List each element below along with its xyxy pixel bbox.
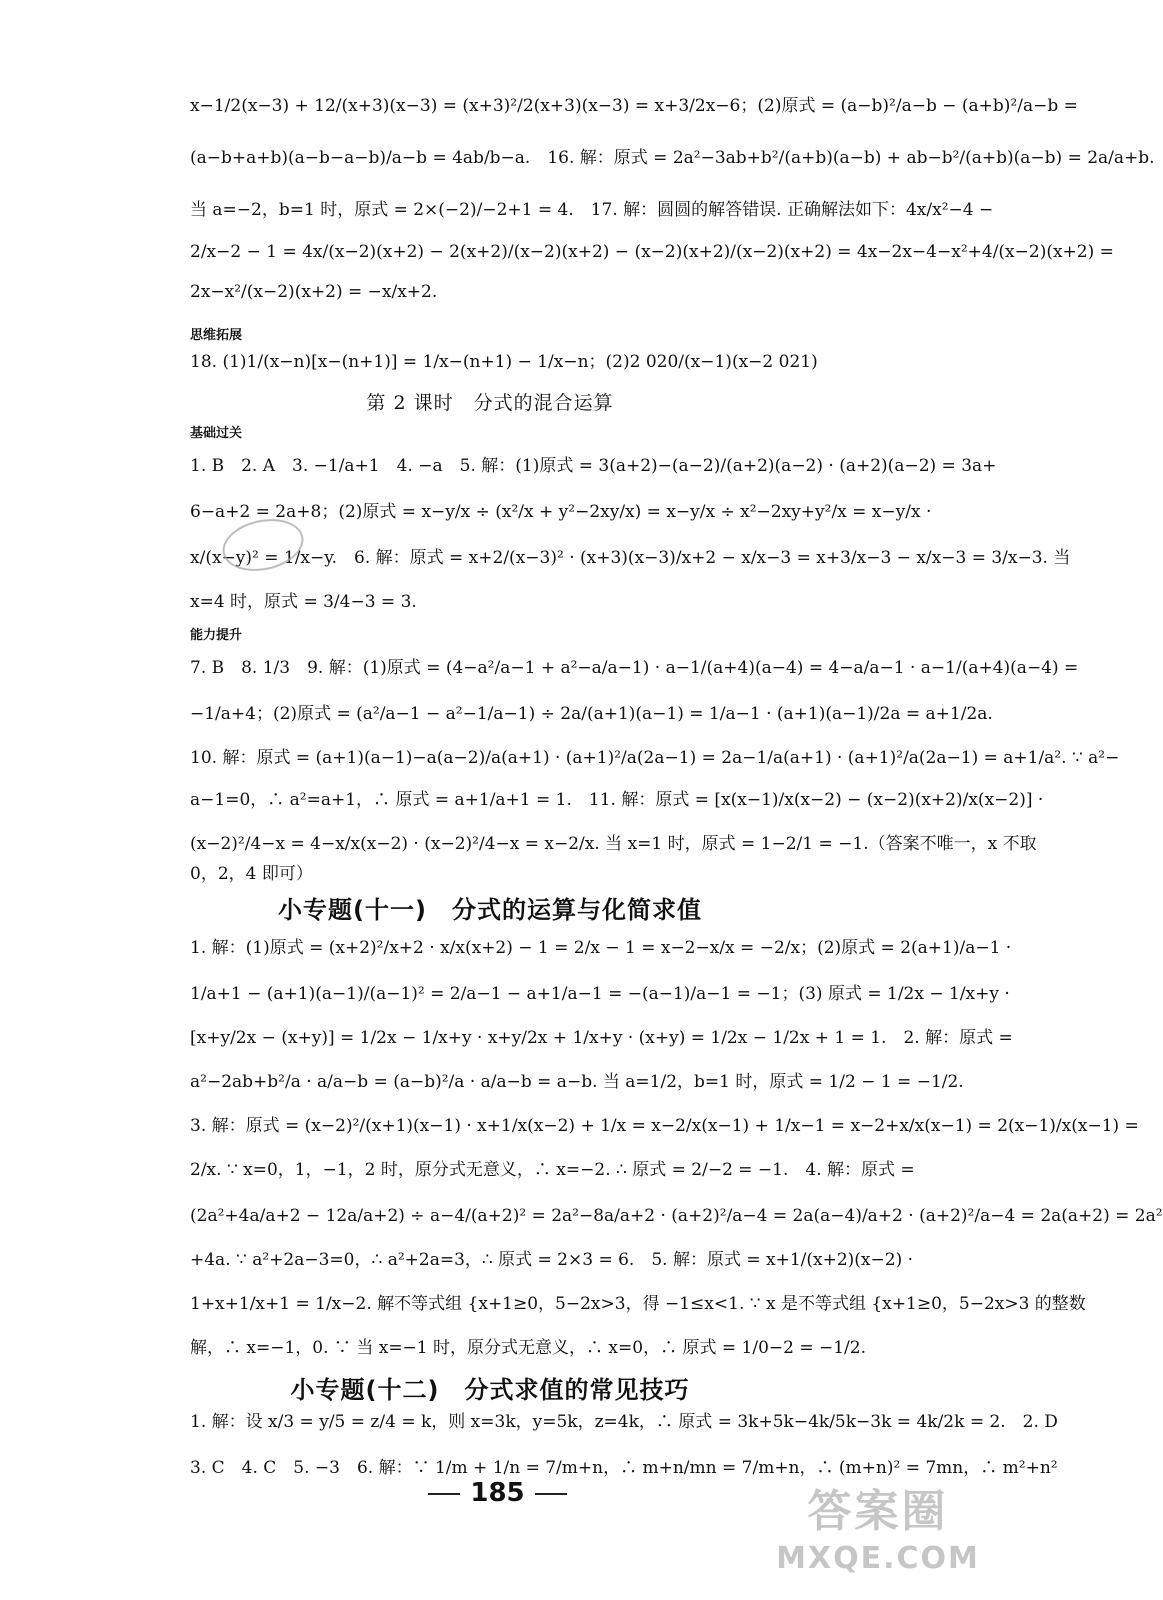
watermark-logo [773,1484,983,1594]
watermark-cn: 答案圈 [807,1486,949,1537]
answer-line: (2a²+4a/a+2 − 12a/a+2) ÷ a−4/(a+2)² = 2a²−8a/a+2 · (a+2)²/a−4 = 2a(a−4)/a+2 · (a+2)²/a−4 = 2a(a+2) = 2a² [190,1206,1163,1226]
section-heading-jichu: 基础过关 [190,426,243,441]
dash-left [428,1493,460,1495]
answer-line: 6−a+2 = 2a+8；(2)原式 = x−y/x ÷ (x²/x + y²−2xy/x) = x−y/x ÷ x²−2xy+y²/x = x−y/x · [190,502,932,522]
topic-title: 小专题(十二) 分式求值的常见技巧 [290,1376,690,1404]
lesson-title: 第 2 课时 分式的混合运算 [366,392,614,414]
answer-line: 18. (1)1/(x−n)[x−(n+1)] = 1/x−(n+1) − 1/x−n；(2)2 020/(x−1)(x−2 021) [190,352,818,372]
answer-line: 1+x+1/x+1 = 1/x−2. 解不等式组 {x+1≥0，5−2x>3，得 −1≤x<1. ∵ x 是不等式组 {x+1≥0，5−2x>3 的整数 [190,1294,1086,1314]
answer-line: (x−2)²/4−x = 4−x/x(x−2) · (x−2)²/4−x = x−2/x. 当 x=1 时，原式 = 1−2/1 = −1.（答案不唯一，x 不取 [190,834,1037,854]
dash-right [535,1493,567,1495]
answer-line: x=4 时，原式 = 3/4−3 = 3. [190,592,417,612]
answer-line: x/(x−y)² = 1/x−y. 6. 解：原式 = x+2/(x−3)² · (x+3)(x−3)/x+2 − x/x−3 = x+3/x−3 − x/x−3 = 3/x−3. 当 [190,548,1071,568]
answer-line: −1/a+4；(2)原式 = (a²/a−1 − a²−1/a−1) ÷ 2a/(a+1)(a−1) = 1/a−1 · (a+1)(a−1)/2a = a+1/2a. [190,704,993,724]
answer-line: 当 a=−2，b=1 时，原式 = 2×(−2)/−2+1 = 4. 17. 解：圆圆的解答错误. 正确解法如下：4x/x²−4 − [190,200,994,220]
answer-line: x−1/2(x−3) + 12/(x+3)(x−3) = (x+3)²/2(x+3)(x−3) = x+3/2x−6；(2)原式 = (a−b)²/a−b − (a+b)²/a−b = [190,96,1078,116]
answer-line: a−1=0，∴ a²=a+1，∴ 原式 = a+1/a+1 = 1. 11. 解：原式 = [x(x−1)/x(x−2) − (x−2)(x+2)/x(x−2)] · [190,790,1044,810]
answer-line: 2x−x²/(x−2)(x+2) = −x/x+2. [190,282,438,302]
page-number-text: 185 [470,1478,525,1508]
answer-line: 10. 解：原式 = (a+1)(a−1)−a(a−2)/a(a+1) · (a+1)²/a(2a−1) = 2a−1/a(a+1) · (a+1)²/a(2a−1) = a+1/a². ∵ a²− [190,748,1120,768]
answer-line: 3. 解：原式 = (x−2)²/(x+1)(x−1) · x+1/x(x−2) + 1/x = x−2/x(x−1) + 1/x−1 = x−2+x/x(x−1) = 2(x−1)/x(x−1) = [190,1116,1139,1136]
topic-title: 小专题(十一) 分式的运算与化简求值 [278,896,702,924]
answer-line: 7. B 8. 1/3 9. 解：(1)原式 = (4−a²/a−1 + a²−a/a−1) · a−1/(a+4)(a−4) = 4−a/a−1 · a−1/(a+4)(a−4) = [190,658,1079,678]
section-heading-siwei: 思维拓展 [190,328,243,343]
answer-line: 3. C 4. C 5. −3 6. 解：∵ 1/m + 1/n = 7/m+n，∴ m+n/mn = 7/m+n，∴ (m+n)² = 7mn，∴ m²+n² [190,1458,1058,1478]
answer-line: +4a. ∵ a²+2a−3=0，∴ a²+2a=3，∴ 原式 = 2×3 = 6. 5. 解：原式 = x+1/(x+2)(x−2) · [190,1250,914,1270]
answer-line: 1. 解：(1)原式 = (x+2)²/x+2 · x/x(x+2) − 1 = 2/x − 1 = x−2−x/x = −2/x；(2)原式 = 2(a+1)/a−1 · [190,938,1012,958]
answer-line: [x+y/2x − (x+y)] = 1/2x − 1/x+y · x+y/2x + 1/x+y · (x+y) = 1/2x − 1/2x + 1 = 1. 2. 解：原式 = [190,1028,1013,1048]
answer-line: (a−b+a+b)(a−b−a−b)/a−b = 4ab/b−a. 16. 解：原式 = 2a²−3ab+b²/(a+b)(a−b) + ab−b²/(a+b)(a−b) = 2a/a+b. [190,148,1155,168]
answer-line: 2/x−2 − 1 = 4x/(x−2)(x+2) − 2(x+2)/(x−2)(x+2) − (x−2)(x+2)/(x−2)(x+2) = 4x−2x−4−x²+4/(x−2)(x+2) = [190,242,1114,262]
answer-line: 2/x. ∵ x=0，1，−1，2 时，原分式无意义，∴ x=−2. ∴ 原式 = 2/−2 = −1. 4. 解：原式 = [190,1160,915,1180]
section-heading-nengli: 能力提升 [190,628,243,643]
answer-line: 解，∴ x=−1，0. ∵ 当 x=−1 时，原分式无意义，∴ x=0，∴ 原式 = 1/0−2 = −1/2. [190,1338,867,1358]
answer-line: a²−2ab+b²/a · a/a−b = (a−b)²/a · a/a−b = a−b. 当 a=1/2，b=1 时，原式 = 1/2 − 1 = −1/2. [190,1072,964,1092]
answer-line: 1. B 2. A 3. −1/a+1 4. −a 5. 解：(1)原式 = 3(a+2)−(a−2)/(a+2)(a−2) · (a+2)(a−2) = 3a+ [190,456,997,476]
answer-line: 1. 解：设 x/3 = y/5 = z/4 = k，则 x=3k，y=5k，z=4k，∴ 原式 = 3k+5k−4k/5k−3k = 4k/2k = 2. 2. D [190,1412,1058,1432]
watermark-en: MXQE.COM [776,1541,980,1576]
answer-line: 1/a+1 − (a+1)(a−1)/(a−1)² = 2/a−1 − a+1/a−1 = −(a−1)/a−1 = −1；(3) 原式 = 1/2x − 1/x+y · [190,984,1010,1004]
answer-line: 0，2，4 即可） [190,864,313,884]
